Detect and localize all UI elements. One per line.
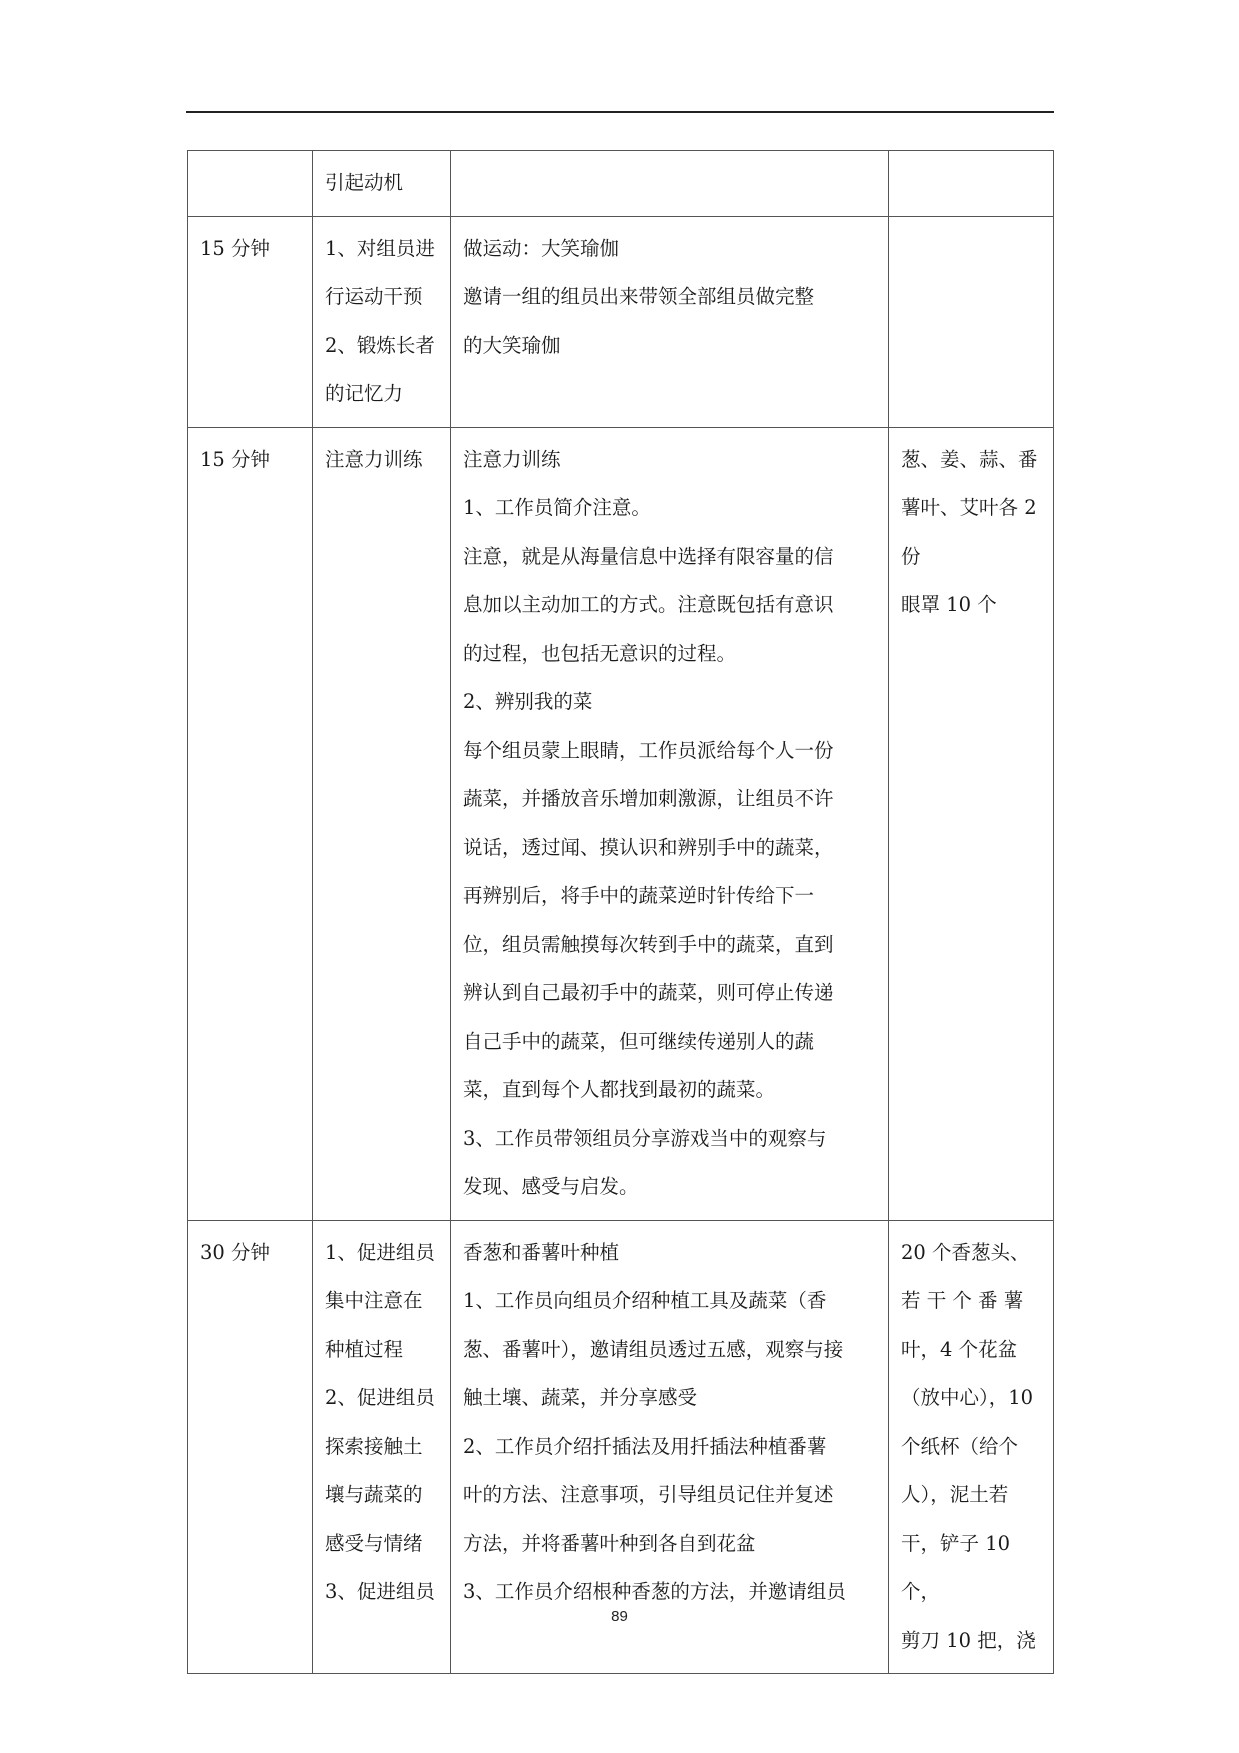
content-line: 叶的方法、注意事项，引导组员记住并复述: [463, 1483, 834, 1506]
goal-line: 2、锻炼长者: [325, 333, 435, 357]
content-line: 1、工作员简介注意。: [463, 496, 651, 519]
content-line: 的过程，也包括无意识的过程。: [463, 641, 737, 665]
content-line: 辨认到自己最初手中的蔬菜，则可停止传递: [463, 981, 834, 1004]
goal-cell: [313, 427, 451, 1220]
materials-line: （放中心），10: [901, 1386, 1034, 1409]
content-line: 香葱和番薯叶种植: [463, 1240, 620, 1264]
goal-line: 引起动机: [325, 171, 404, 194]
content-line: 发现、感受与启发。: [463, 1175, 639, 1198]
materials-line: 人），泥土若: [901, 1483, 1009, 1506]
materials-line: 20 个香葱头、: [901, 1240, 1030, 1264]
materials-line: 剪刀 10 把，浇: [901, 1628, 1036, 1652]
time-cell: [188, 427, 313, 1220]
page-number: 89: [611, 1608, 628, 1625]
goal-line: 2、促进组员: [325, 1386, 435, 1409]
goal-line: 1、促进组员: [325, 1240, 435, 1264]
activity-plan-body: [188, 151, 1054, 1674]
goal-line: 感受与情绪: [325, 1531, 423, 1555]
materials-line: 干，铲子 10 个，: [901, 1531, 1011, 1603]
materials-line: 薯叶、艾叶各 2: [901, 496, 1037, 519]
materials-line: 若 干 个 番 薯: [901, 1289, 1024, 1312]
materials-line: 叶，4 个花盆: [901, 1337, 1018, 1361]
content-line: 注意，就是从海量信息中选择有限容量的信: [463, 544, 834, 568]
content-line: 1、工作员向组员介绍种植工具及蔬菜（香: [463, 1289, 827, 1312]
time-cell: [188, 216, 313, 427]
materials-cell: [889, 151, 1054, 217]
header-rule: [186, 111, 1054, 113]
content-line: 再辨别后，将手中的蔬菜逆时针传给下一: [463, 884, 815, 907]
time-text: [200, 159, 300, 208]
goal-cell: [313, 1220, 451, 1674]
content-line: 做运动：大笑瑜伽: [463, 236, 620, 260]
goal-cell: [313, 151, 451, 217]
goal-line: 注意力训练: [325, 447, 423, 471]
goal-cell: [313, 216, 451, 427]
content-line: 自己手中的蔬菜，但可继续传递别人的蔬: [463, 1029, 815, 1053]
time-text: 15 分钟: [200, 236, 271, 260]
goal-line: 的记忆力: [325, 382, 404, 405]
content-line: 菜，直到每个人都找到最初的蔬菜。: [463, 1078, 776, 1101]
content-line: 邀请一组的组员出来带领全部组员做完整: [463, 285, 815, 308]
time-cell: [188, 1220, 313, 1674]
goal-line: 行运动干预: [325, 285, 423, 308]
materials-line: 份: [901, 544, 921, 568]
time-text: 30 分钟: [200, 1240, 271, 1264]
content-line: 蔬菜，并播放音乐增加刺激源，让组员不许: [463, 787, 834, 810]
goal-line: 种植过程: [325, 1337, 404, 1361]
materials-cell: [889, 1220, 1054, 1674]
content-cell: [451, 427, 889, 1220]
goal-line: 壤与蔬菜的: [325, 1483, 423, 1506]
content-line: 位，组员需触摸每次转到手中的蔬菜，直到: [463, 932, 834, 956]
table-row: [188, 216, 1054, 427]
table-row: [188, 151, 1054, 217]
activity-plan-table: [187, 150, 1054, 1674]
content-line: 说话，透过闻、摸认识和辨别手中的蔬菜，: [463, 835, 834, 859]
materials-line: 眼罩 10 个: [901, 593, 997, 616]
content-cell: [451, 1220, 889, 1674]
materials-line: 个纸杯（给个: [901, 1434, 1019, 1458]
content-line: 3、工作员带领组员分享游戏当中的观察与: [463, 1126, 827, 1150]
materials-cell: [889, 216, 1054, 427]
goal-line: 3、促进组员: [325, 1580, 435, 1603]
content-line: 注意力训练: [463, 447, 561, 471]
time-cell: [188, 151, 313, 217]
content-line: 每个组员蒙上眼睛，工作员派给每个人一份: [463, 738, 834, 762]
content-line: 方法，并将番薯叶种到各自到花盆: [463, 1531, 756, 1555]
materials-cell: [889, 427, 1054, 1220]
content-line: 息加以主动加工的方式。注意既包括有意识: [463, 593, 834, 616]
goal-line: 1、对组员进: [325, 236, 435, 260]
goal-line: 探索接触土: [325, 1434, 423, 1458]
table-row: [188, 1220, 1054, 1674]
time-text: 15 分钟: [200, 447, 271, 471]
content-line: 的大笑瑜伽: [463, 333, 561, 357]
content-line: 3、工作员介绍根种香葱的方法，并邀请组员: [463, 1580, 846, 1603]
content-cell: [451, 216, 889, 427]
content-line: 触土壤、蔬菜，并分享感受: [463, 1386, 698, 1409]
content-line: 2、辨别我的菜: [463, 690, 593, 713]
content-line: 葱、番薯叶），邀请组员透过五感，观察与接: [463, 1337, 844, 1361]
materials-line: 葱、姜、蒜、番: [901, 447, 1038, 471]
goal-line: 集中注意在: [325, 1289, 423, 1312]
table-row: [188, 427, 1054, 1220]
content-line: 2、工作员介绍扦插法及用扦插法种植番薯: [463, 1434, 827, 1458]
content-cell: [451, 151, 889, 217]
